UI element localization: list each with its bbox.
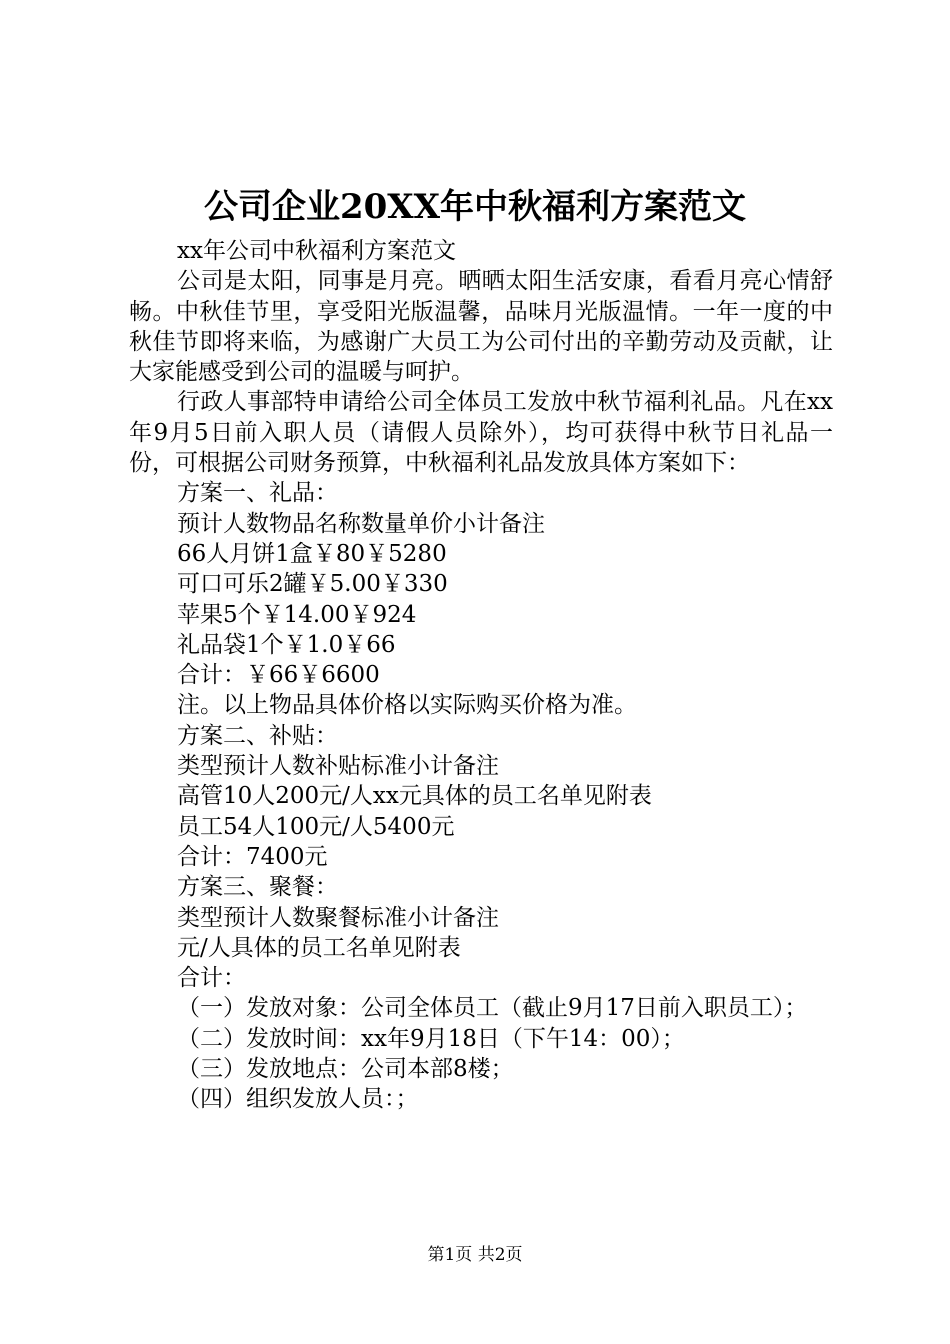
- plan-one-note: 注。以上物品具体价格以实际购买价格为准。: [177, 692, 637, 719]
- plan-three-heading: 方案三、聚餐：: [177, 874, 338, 901]
- plan-two-total: 合计：7400元: [177, 843, 328, 870]
- plan-three-table-header: 类型预计人数聚餐标准小计备注: [177, 904, 499, 931]
- plan-one-row-apple: 苹果5个￥14.00￥924: [177, 601, 417, 628]
- plan-two-row-managers: 高管10人200元/人xx元具体的员工名单见附表: [177, 783, 652, 810]
- plan-one-total: 合计：￥66￥6600: [177, 662, 380, 689]
- document-title: 公司企业20XX年中秋福利方案范文: [203, 187, 747, 227]
- plan-three-total: 合计：: [177, 965, 246, 992]
- plan-two-table-header: 类型预计人数补贴标准小计备注: [177, 753, 499, 780]
- subtitle-paragraph: xx年公司中秋福利方案范文: [177, 238, 456, 264]
- distribution-staff: （四）组织发放人员：；: [177, 1086, 419, 1113]
- plan-one-table-header: 预计人数物品名称数量单价小计备注: [177, 510, 545, 537]
- distribution-location: （三）发放地点：公司本部8楼；: [177, 1056, 514, 1083]
- plan-one-heading: 方案一、礼品：: [177, 480, 338, 507]
- plan-two-row-staff: 员工54人100元/人5400元: [177, 813, 455, 840]
- plan-one-row-cola: 可口可乐2罐￥5.00￥330: [177, 571, 448, 598]
- plan-one-row-mooncake: 66人月饼1盒￥80￥5280: [177, 540, 447, 567]
- plan-one-row-giftbag: 礼品袋1个￥1.0￥66: [177, 631, 396, 658]
- application-paragraph: 行政人事部特申请给公司全体员工发放中秋节福利礼品。凡在xx年9月5日前入职人员（请假人员除外），均可获得中秋节日礼品一份，可根据公司财务预算，中秋福利礼品发放具体方案如下：: [129, 389, 833, 477]
- page-number-footer: 第1页 共2页: [427, 1245, 523, 1265]
- document-body: [129, 236, 833, 1115]
- distribution-target: （一）发放对象：公司全体员工（截止9月17日前入职员工）；: [177, 995, 808, 1022]
- intro-paragraph: 公司是太阳，同事是月亮。晒晒太阳生活安康，看看月亮心情舒畅。中秋佳节里，享受阳光版温馨，品味月光版温情。一年一度的中秋佳节即将来临，为感谢广大员工为公司付出的辛勤劳动及贡献，让大家能感受到公司的温暖与呵护。: [129, 268, 833, 386]
- plan-two-heading: 方案二、补贴：: [177, 722, 338, 749]
- plan-three-row: 元/人具体的员工名单见附表: [177, 934, 461, 961]
- distribution-time: （二）发放时间：xx年9月18日（下午14：00）；: [177, 1025, 685, 1052]
